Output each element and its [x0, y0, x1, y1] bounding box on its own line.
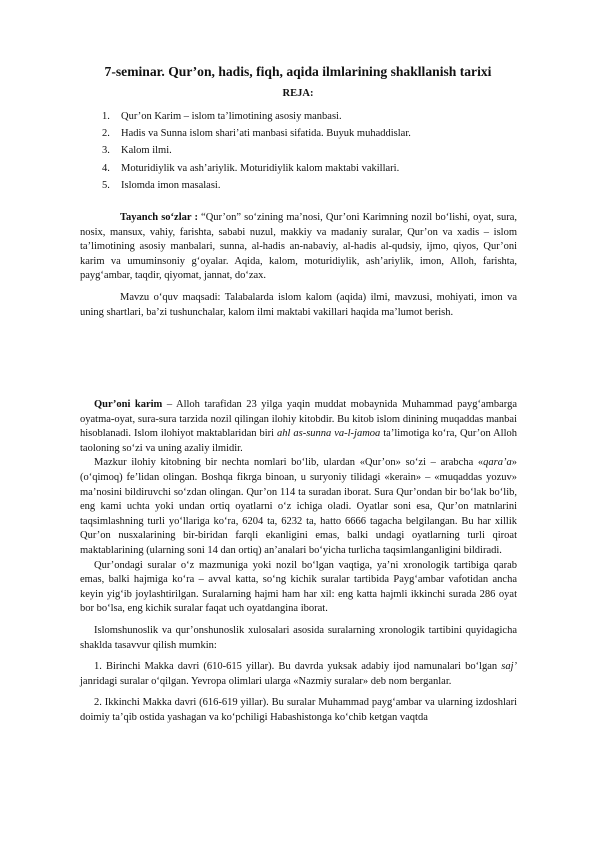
intro-block [80, 211, 517, 320]
keywords-label: Tayanch so‘zlar : [120, 212, 198, 223]
arabic-word: qara’a [483, 457, 512, 469]
names-text-end: » (o‘qimoq) fe’lidan olingan. Boshqa fikrga binoan, u suryoniy tilidagi «kerain» – «muqaddas yozuv» ma’nosini bildiruvchi so‘zdan olingan. Qur’on 114 ta suradan iborat. Sura Qur’ondan bir bo‘lak bo‘lib, eng kami uchta yoki undan ortiq oyatlarni o‘z ichiga oladi. Oyatlar soni esa, Qur’on matnlarini taqsimlashning turli yo‘llariga ko‘ra, 6204 ta, 6232 ta, hatto 6666 tagacha belgilangan. Bu har xillik Qur’on nusxalarining bir-biridan farqli ekanligini emas, balki undagi oyatlarning turli qiroat maktablarining (ularning soni 14 dan ortiq) an’analari bo‘yicha turlicha taqsimlanganligini bildiradi. [80, 457, 517, 556]
main-text [80, 398, 517, 725]
plan-item-text: Qur’on Karim – islom ta’limotining asosiy manbasi. [121, 111, 342, 122]
plan-item-text: Moturidiylik va ash’ariylik. Moturidiylik kalom maktabi vakillari. [121, 162, 400, 174]
plan-item-number: 3. [102, 145, 110, 157]
plan-item-number: 4. [102, 162, 110, 174]
suras-paragraph: Qur’ondagi suralar o‘z mazmuniga yoki nozil bo‘lgan vaqtiga, ya’ni xronologik tartibiga qarab emas, balki hajmiga ko‘ra – avval katta, so‘ng kichik suralar tartibida Payg‘ambar vafotidan ancha keyin yig‘ib joylashtirilgan. Suralarning hajmi ham har xil: eng katta hajmli ikkinchi surada 286 oyat bor bo‘lsa, eng kichik suralar faqat uch oyatdangina iborat. [80, 559, 517, 615]
plan-item [102, 160, 411, 177]
school-name: ahl as-sunna va-l-jamoa [277, 428, 381, 440]
plan-item-text: Kalom ilmi. [121, 145, 172, 157]
names-paragraph [80, 456, 517, 558]
quran-text: – Alloh tarafidan 23 yilga yaqin muddat mobaynida Muhammad payg‘ambarga oyatma-oyat, sura-sura tarzida nozil qilingan ilohiy kitobdir. Bu kitob islom dinining muqaddas manbai hisoblanadi. Islom ilohiyot maktablaridan biri [80, 399, 517, 440]
keywords-text: “Qur’on” so‘zining ma’nosi, Qur’oni Karimning nozil bo‘lishi, oyat, sura, nosix, mansux, vahiy, farishta, sababi nuzul, makkiy va madaniy suralar, Qur’on va xadis – islom ta’limotining asosiy manbalari, sunna, al-hadis an-nabaviy, al-hadis al-qudsiy, ijmo, qiyos, Qur’oni karim va umuminsoniy g‘oyalar. Aqida, kalom, moturidiylik, ash’ariylik, imon, Alloh, farishta, payg‘ambar, taqdir, qiyomat, jannat, do‘zax. [80, 212, 518, 282]
first-mecca-text-end: janridagi suralar o‘qilgan. Yevropa olimlari ularga «Nazmiy suralar» deb nom berganlar. [80, 675, 452, 687]
plan-item [102, 177, 411, 194]
plan-item-number: 2. [102, 128, 110, 140]
plan-item-number: 1. [102, 111, 110, 122]
quran-text-end: ta’limotiga ko‘ra, Qur’on Alloh taoloning so‘zi va uning azaliy ilmidir. [80, 428, 517, 454]
plan-item [102, 125, 411, 142]
second-mecca-paragraph: 2. Ikkinchi Makka davri (616-619 yillar). Bu suralar Muhammad payg‘ambar va ularning izdoshlari doimiy ta’qib ostida yashagan va ko‘pchiligi Habashistonga ko‘chib ketgan vaqtda [80, 697, 517, 723]
quran-paragraph [80, 398, 517, 456]
plan-list [102, 108, 411, 194]
plan-item [102, 142, 411, 159]
plan-heading: REJA: [282, 88, 314, 99]
plan-item-text: Islomda imon masalasi. [121, 179, 221, 191]
page-title: 7-seminar. Qur’on, hadis, fiqh, aqida ilmlarining shakllanish tarixi [104, 64, 492, 79]
plan-item [102, 108, 411, 125]
keywords-paragraph [80, 211, 517, 284]
genre-word: saj’ [501, 661, 517, 673]
plan-item-number: 5. [102, 179, 110, 191]
first-mecca-paragraph [80, 660, 517, 689]
first-mecca-text: 1. Birinchi Makka davri (610-615 yillar). Bu davrda yuksak adabiy ijod namunalari bo‘lgan [94, 661, 502, 673]
goal-paragraph: Mavzu o‘quv maqsadi: Talabalarda islom kalom (aqida) ilmi, mavzusi, mohiyati, imon va uning shartlari, ba’zi tushunchalar, kalom ilmi maktabi vakillari haqida ma’lumot berish. [80, 291, 517, 318]
plan-item-text: Hadis va Sunna islom shari’ati manbasi sifatida. Buyuk muhaddislar. [121, 128, 411, 140]
quran-term: Qur’oni karim [94, 399, 163, 410]
names-text: Mazkur ilohiy kitobning bir nechta nomlari bo‘lib, ulardan «Qur’on» so‘zi – arabcha « [94, 457, 484, 469]
chronology-paragraph: Islomshunoslik va qur’onshunoslik xulosalari asosida suralarning xronologik tartibini quyidagicha shaklda tasavvur qilish mumkin: [80, 624, 517, 651]
